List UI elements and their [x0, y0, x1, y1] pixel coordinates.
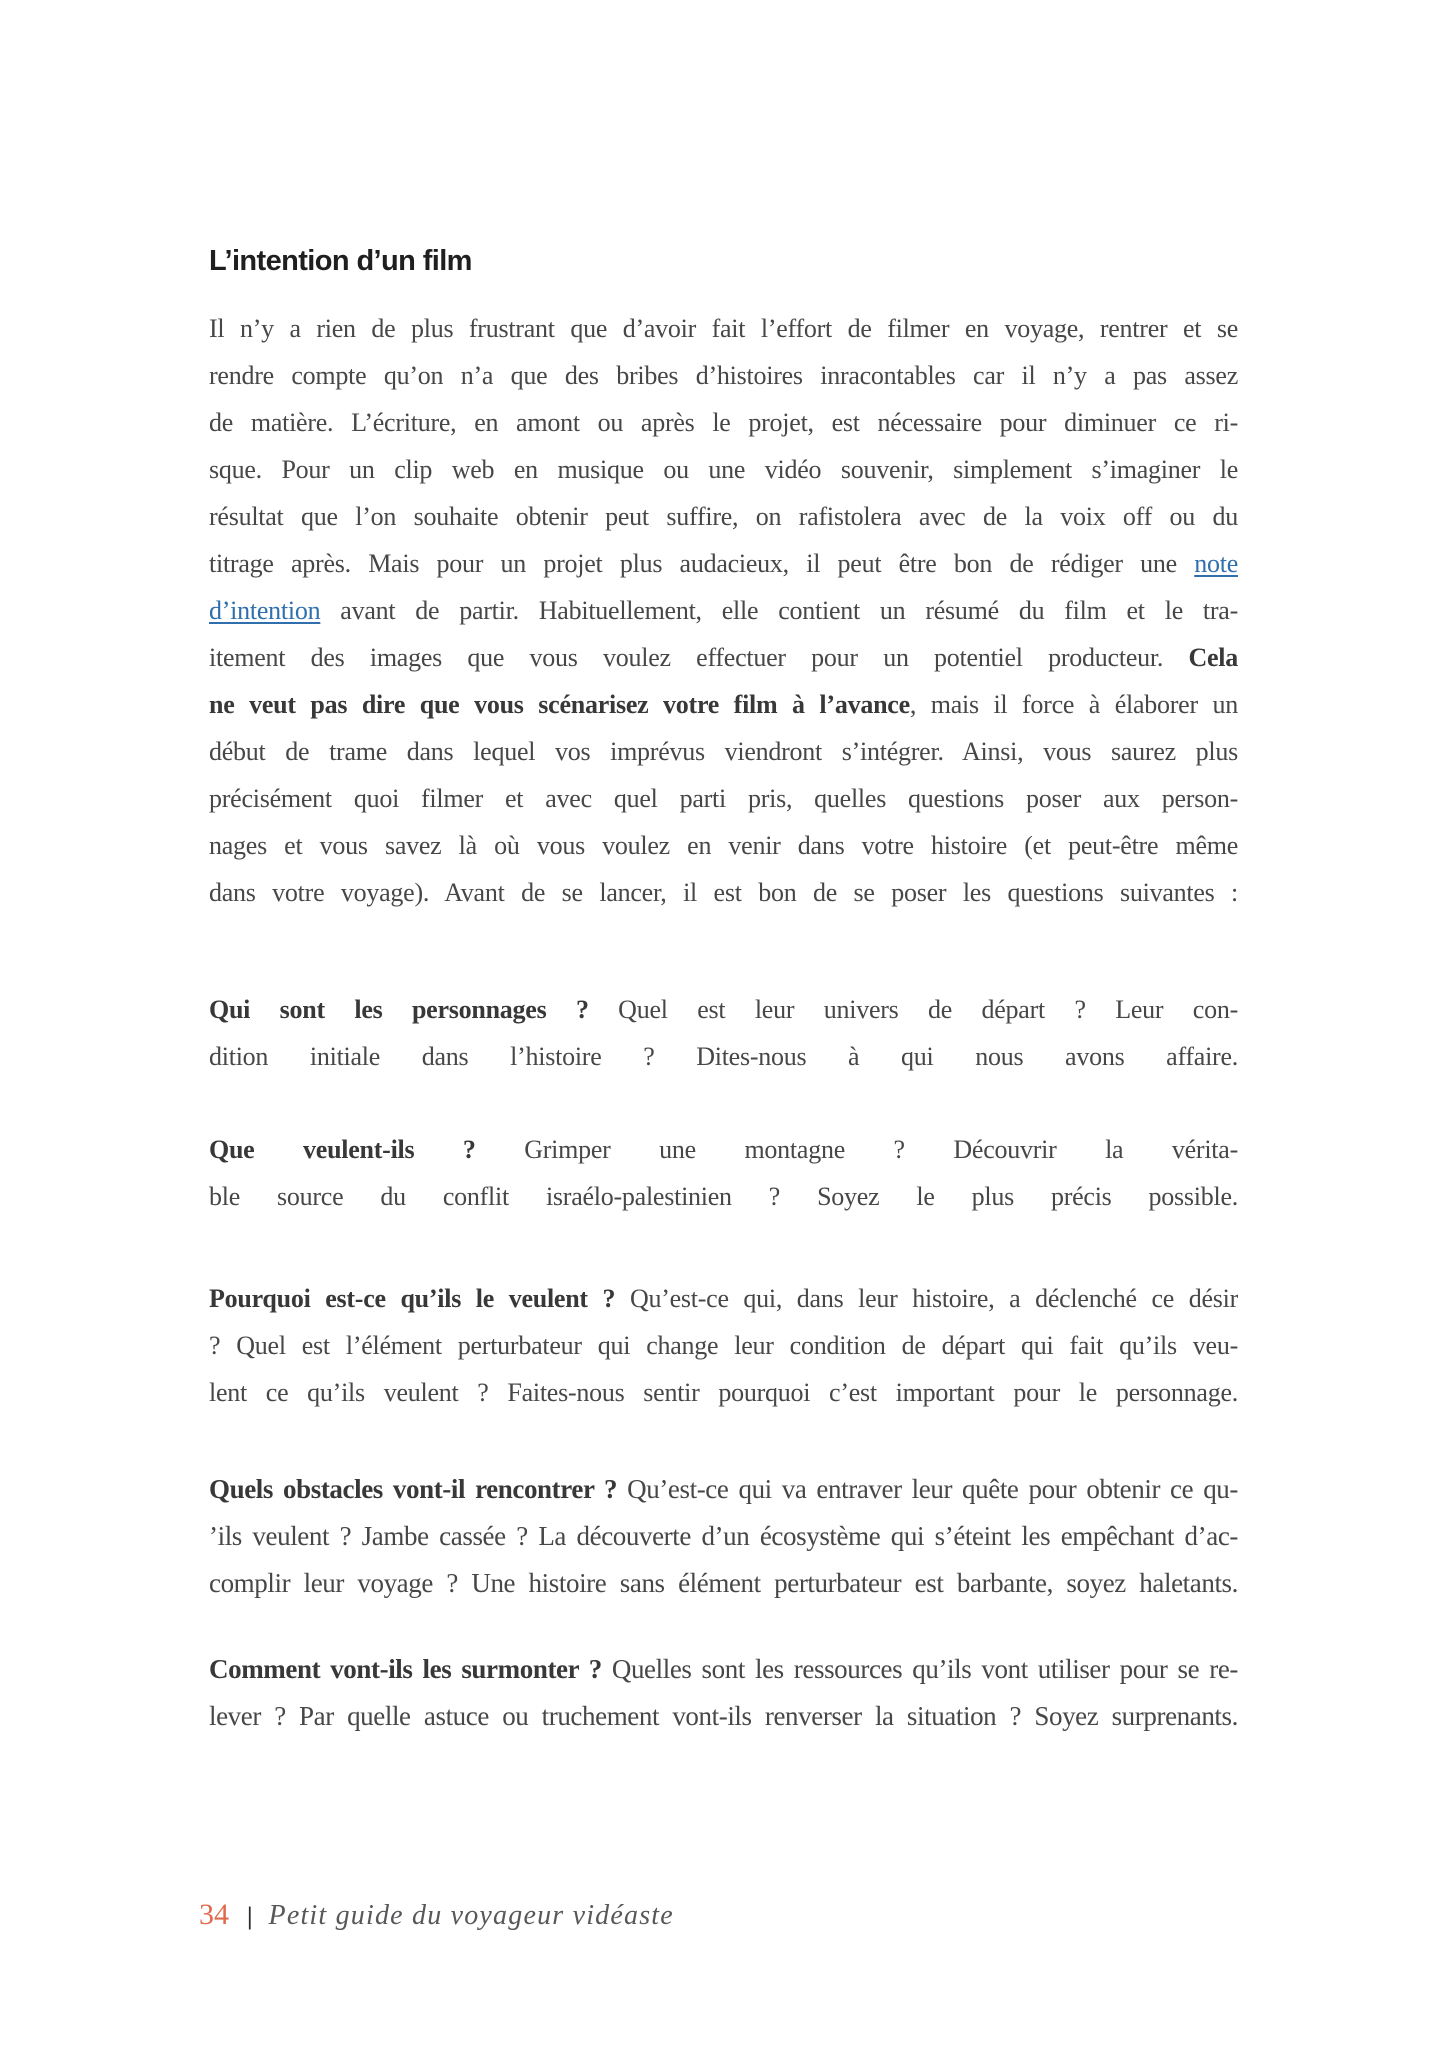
text-segment: sque. Pour un clip web en musique ou une vidéo souvenir, simplement s’imaginer le [209, 455, 1238, 484]
text-segment: précisément quoi filmer et avec quel parti pris, quelles questions poser aux person- [209, 784, 1238, 813]
text-line [209, 399, 1238, 446]
bold-lead: Qui sont les personnages ? [209, 995, 589, 1024]
note-intention-link[interactable]: note [1194, 549, 1238, 578]
text-line [209, 352, 1238, 399]
text-segment: ? Quel est l’élément perturbateur qui change leur condition de départ qui fait qu’ils veu- [209, 1331, 1238, 1360]
text-segment: lent ce qu’ils veulent ? Faites-nous sentir pourquoi c’est important pour le personnage. [209, 1378, 1238, 1407]
text-line [209, 1173, 1238, 1220]
text-segment: lever ? Par quelle astuce ou truchement vont-ils renverser la situation ? Soyez surprenants. [209, 1701, 1238, 1731]
text-segment: début de trame dans lequel vos imprévus viendront s’intégrer. Ainsi, vous saurez plus [209, 737, 1238, 766]
text-line [209, 822, 1238, 869]
page-title: L’intention d’un film [209, 245, 472, 277]
text-segment: Grimper une montagne ? Découvrir la vérita- [475, 1135, 1238, 1164]
text-line [209, 728, 1238, 775]
text-line [209, 634, 1238, 681]
paragraph-question-4 [209, 1466, 1238, 1607]
text-line [209, 869, 1238, 916]
text-line [209, 1560, 1238, 1607]
text-line [209, 1322, 1238, 1369]
paragraph-question-5 [209, 1646, 1238, 1740]
text-segment: complir leur voyage ? Une histoire sans élément perturbateur est barbante, soyez haletants. [209, 1568, 1238, 1598]
bold-lead: Comment vont-ils les surmonter ? [209, 1654, 602, 1684]
bold-lead: Que veulent-ils ? [209, 1135, 476, 1164]
page-footer [199, 1900, 674, 1932]
text-line [209, 986, 1238, 1033]
text-segment: Qu’est-ce qui, dans leur histoire, a déclenché ce désir [615, 1284, 1238, 1313]
text-segment: Quelles sont les ressources qu’ils vont utiliser pour se re- [601, 1654, 1238, 1684]
text-segment: dition initiale dans l’histoire ? Dites-nous à qui nous avons affaire. [209, 1042, 1238, 1071]
bold-lead: Cela [1188, 643, 1238, 672]
page-content [209, 246, 1238, 1740]
text-line [209, 1646, 1238, 1693]
footer-separator: | [247, 1903, 253, 1930]
paragraph-question-1 [209, 986, 1238, 1080]
text-line [209, 1033, 1238, 1080]
text-segment: de matière. L’écriture, en amont ou après le projet, est nécessaire pour diminuer ce ri- [209, 408, 1238, 437]
text-line [209, 1126, 1238, 1173]
note-intention-link[interactable]: d’intention [209, 596, 321, 625]
body-text [209, 305, 1238, 1740]
bold-lead: ne veut pas dire que vous scénarisez votre film à l’avance [209, 690, 910, 719]
text-segment: résultat que l’on souhaite obtenir peut suffire, on rafistolera avec de la voix off ou du [209, 502, 1238, 531]
text-line [209, 587, 1238, 634]
text-segment: dans votre voyage). Avant de se lancer, il est bon de se poser les questions suivantes : [209, 878, 1238, 907]
text-line [209, 1466, 1238, 1513]
text-segment: nages et vous savez là où vous voulez en venir dans votre histoire (et peut-être même [209, 831, 1238, 860]
bold-lead: Pourquoi est-ce qu’ils le veulent ? [209, 1284, 616, 1313]
text-line [209, 1693, 1238, 1740]
text-segment: itement des images que vous voulez effectuer pour un potentiel producteur. [209, 643, 1189, 672]
paragraph-question-2 [209, 1126, 1238, 1220]
bold-lead: Quels obstacles vont-il rencontrer ? [209, 1474, 618, 1504]
text-line [209, 1275, 1238, 1322]
paragraph-question-3 [209, 1275, 1238, 1416]
text-segment: Qu’est-ce qui va entraver leur quête pour obtenir ce qu- [617, 1474, 1238, 1504]
text-line [209, 1513, 1238, 1560]
text-segment: Quel est leur univers de départ ? Leur con- [588, 995, 1238, 1024]
paragraph-intro [209, 305, 1238, 916]
text-segment: avant de partir. Habituellement, elle contient un résumé du film et le tra- [320, 596, 1238, 625]
text-segment: Il n’y a rien de plus frustrant que d’avoir fait l’effort de filmer en voyage, rentrer et se [209, 314, 1238, 343]
text-segment: ble source du conflit israélo-palestinien ? Soyez le plus précis possible. [209, 1182, 1238, 1211]
page-number: 34 [199, 1898, 229, 1931]
text-segment: titrage après. Mais pour un projet plus audacieux, il peut être bon de rédiger une [209, 549, 1195, 578]
book-title: Petit guide du voyageur vidéaste [268, 1900, 674, 1931]
text-line [209, 540, 1238, 587]
text-segment: rendre compte qu’on n’a que des bribes d’histoires inracontables car il n’y a pas assez [209, 361, 1238, 390]
text-line [209, 305, 1238, 352]
text-line [209, 493, 1238, 540]
text-line [209, 446, 1238, 493]
text-segment: ’ils veulent ? Jambe cassée ? La découverte d’un écosystème qui s’éteint les empêchant d’ac- [209, 1521, 1238, 1551]
text-line [209, 1369, 1238, 1416]
text-segment: , mais il force à élaborer un [909, 690, 1238, 719]
text-line [209, 681, 1238, 728]
text-line [209, 775, 1238, 822]
